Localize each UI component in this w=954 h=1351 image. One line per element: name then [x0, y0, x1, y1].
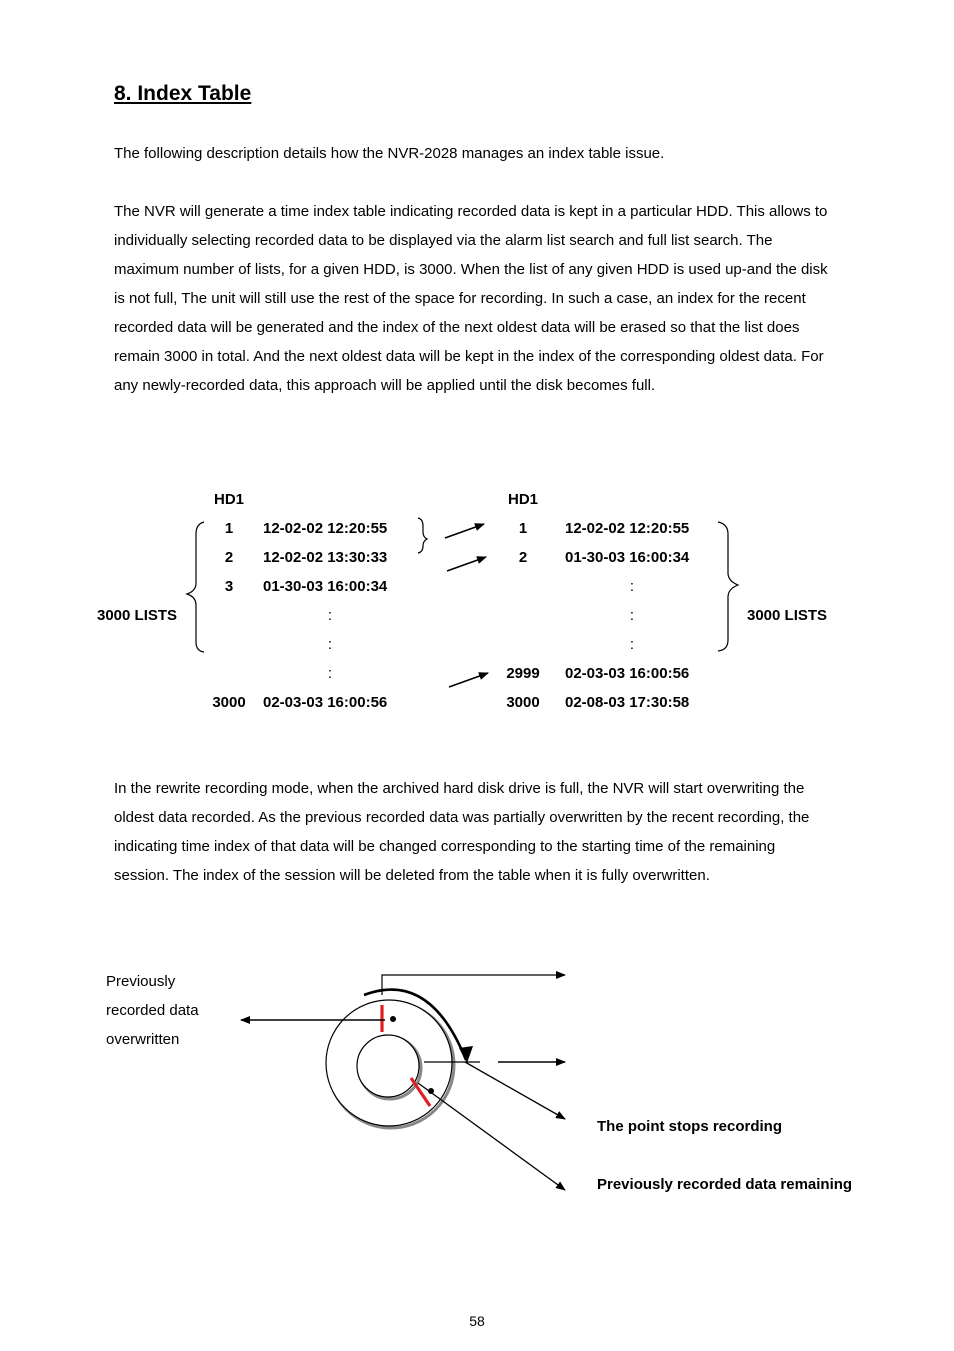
right-row-ellipsis: :: [629, 578, 635, 595]
description-paragraph: The NVR will generate a time index table indicating recorded data is kept in a particular HDD. This allows to individually selecting recorded data to be displayed via the alarm list search and full list search. The maximum number of lists, for a given HDD, is 3000. When the list of any given HDD is used up-and the disk is not full, The unit will still use the rest of the space for recording. In such a case, an index for the recent recorded data will be generated and the index of the next oldest data will be erased so that the list does remain 3000 in total. And the next oldest data will be kept in the index of the corresponding oldest data. For any newly-recorded data, this approach will be applied until the disk becomes full.: [114, 203, 828, 394]
left-row-time: 12-02-02 12:20:55: [263, 520, 388, 537]
arrow-row2999: [449, 673, 488, 687]
left-brace-label: 3000 LISTS: [97, 607, 178, 624]
left-row-ellipsis: :: [327, 636, 333, 653]
right-row-time: 02-03-03 16:00:56: [565, 665, 690, 682]
left-row-time: 12-02-02 13:30:33: [263, 549, 388, 566]
left-row-ellipsis: :: [327, 607, 333, 624]
page-title: 8. Index Table: [114, 82, 252, 105]
left-brace: [187, 522, 204, 652]
remaining-data-label: Previously recorded data remaining: [597, 1176, 853, 1193]
arrow-row2: [447, 557, 486, 571]
right-table-header: HD1: [507, 491, 538, 508]
right-row-num: 1: [518, 520, 528, 537]
right-row-num: 2: [518, 549, 528, 566]
right-row-ellipsis: :: [629, 636, 635, 653]
right-brace-label: 3000 LISTS: [747, 607, 828, 624]
right-row-num: 2999: [506, 665, 540, 682]
right-brace: [718, 522, 738, 651]
intro-paragraph: The following description details how the NVR-2028 manages an index table issue.: [114, 145, 665, 162]
left-row-num: 1: [224, 520, 234, 537]
rewrite-paragraph: In the rewrite recording mode, when the archived hard disk drive is full, the NVR will start overwriting the oldest data recorded. As the previous recorded data was partially overwritten by the recent recording, the indicating time index of that data will be changed corresponding to the starting time of the remaining session. The index of the session will be deleted from the table when it is fully overwritten.: [114, 780, 810, 884]
arrow-row1: [445, 524, 484, 538]
right-row-ellipsis: :: [629, 607, 635, 624]
stops-recording-label: The point stops recording: [597, 1118, 783, 1135]
right-row-time: 02-08-03 17:30:58: [565, 694, 690, 711]
page-number: 58: [469, 1313, 485, 1329]
left-row-time: 02-03-03 16:00:56: [263, 694, 388, 711]
overwritten-label-line: overwritten: [106, 1031, 180, 1048]
left-row-num: 3000: [212, 694, 246, 711]
disk-hole: [357, 1035, 419, 1097]
left-row-ellipsis: :: [327, 665, 333, 682]
overwritten-label-line: recorded data: [106, 1002, 199, 1019]
right-row-time: 01-30-03 16:00:34: [565, 549, 690, 566]
overwritten-label-line: Previously: [106, 973, 176, 990]
left-table-header: HD1: [213, 491, 244, 508]
right-row-num: 3000: [506, 694, 540, 711]
right-row-time: 12-02-02 12:20:55: [565, 520, 690, 537]
overwritten-dot: [390, 1016, 396, 1022]
left-row-num: 2: [224, 549, 234, 566]
small-brace: [418, 518, 427, 553]
remaining-arrow: [418, 1083, 565, 1190]
stops-recording-arrow: [465, 1062, 565, 1119]
left-row-time: 01-30-03 16:00:34: [263, 578, 388, 595]
left-row-num: 3: [224, 578, 234, 595]
